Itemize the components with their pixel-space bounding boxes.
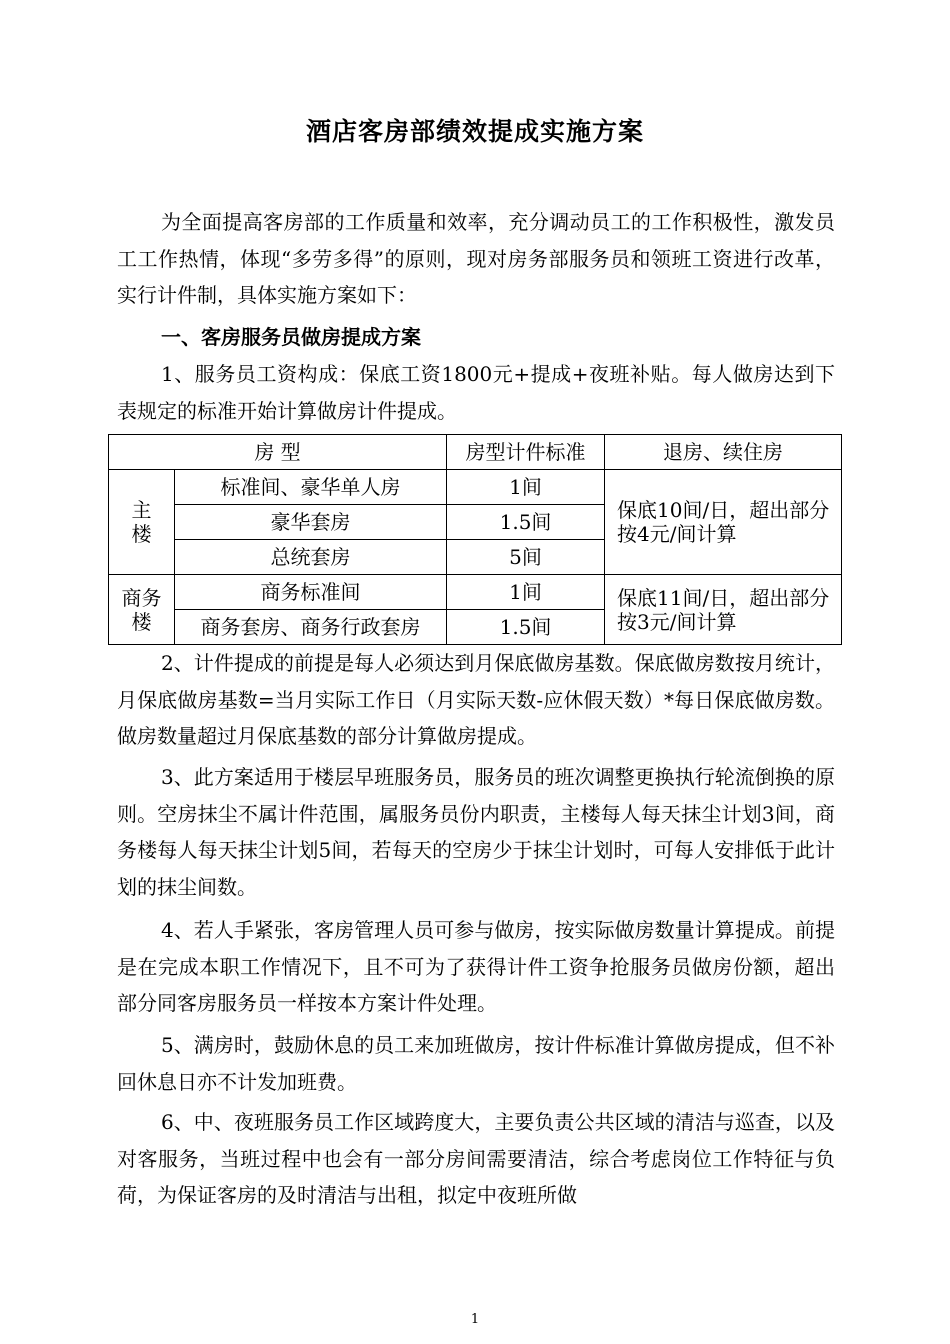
header-room-type: 房 型 [109, 435, 447, 470]
room-type-cell: 标准间、豪华单人房 [175, 470, 447, 505]
header-standard: 房型计件标准 [447, 435, 605, 470]
room-type-cell: 豪华套房 [175, 505, 447, 540]
standard-cell: 1.5间 [447, 505, 605, 540]
page-number: 1 [470, 1312, 480, 1327]
item-3-paragraph: 3、此方案适用于楼层早班服务员，服务员的班次调整更换执行轮流倒换的原则。空房抹尘不属计件范围，属服务员份内职责，主楼每人每天抹尘计划3间，商务楼每人每天抹尘计划5间，若每天的空房少于抹尘计划时，可每人安排低于此计划的抹尘间数。 [117, 765, 835, 899]
item-5-paragraph: 5、满房时，鼓励休息的员工来加班做房，按计件标准计算做房提成，但不补回休息日亦不计发加班费。 [117, 1033, 835, 1094]
room-standard-table [108, 434, 842, 645]
main-building-note: 保底10间/日，超出部分按4元/间计算 [605, 470, 842, 575]
room-type-cell: 商务标准间 [175, 575, 447, 610]
table-header-row [109, 435, 842, 470]
section-heading: 一、客房服务员做房提成方案 [161, 325, 421, 349]
table-row [109, 470, 842, 505]
room-type-cell: 商务套房、商务行政套房 [175, 610, 447, 645]
item-2-paragraph: 2、计件提成的前提是每人必须达到月保底做房基数。保底做房数按月统计，月保底做房基数=当月实际工作日（月实际天数-应休假天数）*每日保底做房数。做房数量超过月保底基数的部分计算做房提成。 [117, 651, 835, 748]
room-type-cell: 总统套房 [175, 540, 447, 575]
item-4-paragraph: 4、若人手紧张，客房管理人员可参与做房，按实际做房数量计算提成。前提是在完成本职工作情况下，且不可为了获得计件工资争抢服务员做房份额，超出部分同客房服务员一样按本方案计件处理。 [117, 918, 835, 1015]
business-building-label: 商务 楼 [109, 575, 175, 645]
table-row [109, 575, 842, 610]
main-building-label: 主 楼 [109, 470, 175, 575]
business-building-note: 保底11间/日，超出部分按3元/间计算 [605, 575, 842, 645]
item-6-paragraph: 6、中、夜班服务员工作区域跨度大，主要负责公共区域的清洁与巡查，以及对客服务，当班过程中也会有一部分房间需要清洁，综合考虑岗位工作特征与负荷，为保证客房的及时清洁与出租，拟定中夜班所做 [117, 1110, 835, 1207]
header-checkout: 退房、续住房 [605, 435, 842, 470]
standard-cell: 1间 [447, 575, 605, 610]
document-title: 酒店客房部绩效提成实施方案 [305, 117, 644, 146]
standard-cell: 1间 [447, 470, 605, 505]
standard-cell: 1.5间 [447, 610, 605, 645]
standard-cell: 5间 [447, 540, 605, 575]
item-1-paragraph: 1、服务员工资构成：保底工资1800元+提成+夜班补贴。每人做房达到下表规定的标准开始计算做房计件提成。 [117, 362, 835, 423]
intro-paragraph: 为全面提高客房部的工作质量和效率，充分调动员工的工作积极性，激发员工工作热情，体现“多劳多得”的原则，现对房务部服务员和领班工资进行改革，实行计件制，具体实施方案如下： [117, 210, 835, 307]
